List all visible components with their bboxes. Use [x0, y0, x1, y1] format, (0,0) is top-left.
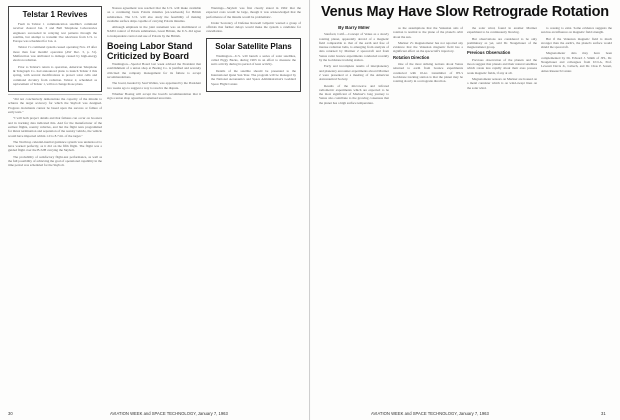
body-paragraph: Washington—Special Board last week advised the President that establishment of a union shop at Boeing Co. is justified and severely criticized the company management for its failure to accept recommendations.: [107, 62, 201, 79]
byline: By Barry Miller: [338, 26, 370, 30]
body-paragraph: as the assumptions that the Venusian axis of rotation is normal to the plane of the planet's orbit about the sun.: [393, 26, 463, 39]
body-paragraph: Nassau agreement was reached that the U.S. will make available on a continuing basis Polaris missiles (ex-warheads) for British submarines. The U.S. will also study the feasibility of making available surface ships capable of carrying Polaris missiles.: [107, 6, 201, 23]
body-paragraph: Whether Boeing will accept the board's recommendation that it sign a union shop agreement remained uncertain.: [107, 91, 201, 101]
body-paragraph: Early and incomplete results of interplanetary and planetary encounter experiments aboard Mariner 2 were presented at a meeting of the American Astronautical Society.: [319, 64, 389, 82]
solar-box-title: Solar Satellite Plans: [215, 41, 292, 51]
body-paragraph: Although emphasis in the joint statement was on multilateral or NATO control of Polaris submarines, Great Britain, the U.S. did agree to independent control and use of Polaris by the British.: [107, 25, 201, 38]
body-paragraph: Magnetometer data may have been complemented by Dr. Edward J. Smith of JPL, Dr. Neugebauer and colleagues from UCLA, Prof. Leverett Davis Jr., Caltech, and Dr. Chas P. Sonett, Ames Research Center.: [541, 51, 612, 73]
right-page: [311, 0, 620, 420]
left-column-2: [107, 6, 201, 398]
right-page-number: 31: [601, 411, 606, 416]
subhead-previous-observation: Previous Observation: [467, 50, 511, 56]
body-paragraph: The probability of satisfactory flight-test performance, as well as the full possibility of achieving the goal of operational capability in the time period was scheduled for the Skybolt.: [8, 154, 102, 168]
telstar-paragraph: Fault in Telstar 1 communication satellite's command receiver cleared Jan. 3 and Bell Telephone Laboratories engineers succeeded in relaying test patterns through the satellite, but attempt to transmit live television from U.S. to Europe was scheduled for Jan. 4.: [13, 22, 97, 44]
body-paragraph: Warnings—Skybolt was first clearly stated in 1962 that the expected costs would be large, though it was acknowledged that the performance of the missile would be problematic.: [206, 6, 301, 19]
body-paragraph: "I will both project details and that failures can occur on boosters and in tracking data indicated this. And for the manufacturer of the earliest flights, reentry vehicles, and but the flight tests programmed for thrust termination and separation of the reentry vehicle, the vehicle would have impacted within 1.0 to 8.7 mi. of the target.": [8, 116, 102, 138]
right-footer-publication: AVIATION WEEK and SPACE TECHNOLOGY, January 7, 1963: [371, 411, 489, 416]
body-paragraph: "did not conclusively demonstrate the capacity of the missile to achieve the target accuracy for which the Skybolt was designed. Progress documents cannot be based upon the success or failure of early tests.": [8, 97, 102, 115]
body-paragraph: to ceasing to exist. Some evidence suggests the sun has an influence on magnetic field strength.: [541, 26, 612, 35]
body-paragraph: The board, headed by Saul Wallen, was appointed by the President two weeks ago to suggest a way to resolve the dispute.: [107, 81, 201, 90]
right-column-4: [541, 26, 612, 398]
body-paragraph: Mariner 2's magnetometer has not reported any evidence that the Venusian magnetic field has a significant effect on the spacecraft's trajectory.: [393, 40, 463, 54]
telstar-sidebar: [8, 6, 102, 92]
telstar-sidebar-title: Telstar 1 Revives: [22, 10, 88, 19]
body-paragraph: But if the Venusian magnetic field is much stronger than the earth's, the planet's surface would shield the spacecraft.: [541, 36, 612, 50]
body-paragraph: the solar wind, found in another Mariner experiment to be continuously blowing.: [467, 26, 537, 35]
body-paragraph: Results of the microwave and infrared radiometric experiments which are expected to be the most significant of Mariner's long journey to Venus also contribute to the growing consensus that the planet has a high surface temperature.: [319, 83, 389, 105]
left-footer-publication: AVIATION WEEK and SPACE TECHNOLOGY, January 7, 1963: [110, 411, 228, 416]
left-page-number: 30: [8, 411, 13, 416]
body-paragraph: But observations are considered to be only preliminary as yet, said Dr. Neugebauer of the magnetometer group.: [467, 36, 537, 50]
telstar-paragraph: Telstar 1's command system ceased operating Nov. 23 after more than four months' operation (AW Dec. 3, p. 31). Malfunction was attributed to damage caused by high-energy electron radiation.: [13, 45, 97, 63]
boeing-headline: Boeing Labor Stand Criticized by Board: [107, 41, 193, 62]
body-paragraph: Previous observation of the planets and the moon suggest that planets and their natural satellites which rotate less rapidly about their axes possess weak magnetic fields, if any at all.: [467, 57, 537, 75]
body-paragraph: Under Secretary of Defense Roswell Gilpatric warned a group of officials that further delays would make the system a candidate for cancellation.: [206, 20, 301, 34]
right-column-1: [319, 26, 389, 398]
solar-paragraph: Washington—U.S. will launch a series of solar satellites, called Piggy Backs, during 1963 in an effort to measure the sun's activity during its period of least activity.: [211, 53, 296, 67]
left-column-3: [206, 6, 301, 398]
telstar-paragraph: Prior to Telstar's return to operation, American Telephone & Telegraph Co. had announced plans to launch Telstar 2 this spring, with several modifications to protect solar cells and command circuitry from radiation. Telstar 2, scheduled as replacement of Telstar 1, will not change those plans.: [13, 64, 97, 86]
solar-satellite-box: [206, 38, 301, 92]
body-paragraph: Stanford, Calif.—Concept of Venus as a slowly rotating planet, apparently devoid of a magnetic field comparable to that of the earth and free of intense radiation belts, is emerging from analysis of data returned by Mariner 2 spacecraft and from Venus radar bounce experiments conducted recently by the Goldstone tracking station.: [319, 32, 389, 63]
subhead-rotation-direction: Rotation Direction: [393, 54, 430, 60]
left-column-1: [8, 6, 102, 398]
body-paragraph: One of the most striking notions about Venus returned to earth from bounce experiments conducted with 10-kc. transmitter of JPL's Goldstone tracking station is that the planet may be rotating slowly in a retrograde direction.: [393, 62, 463, 84]
main-headline: Venus May Have Slow Retrograde Rotation: [321, 4, 609, 20]
right-column-2: [393, 26, 463, 398]
right-column-3: [467, 26, 537, 398]
solar-paragraph: Details of the satellite should be presented to the International Quiet Sun Year. The program will be managed by the National Aeronautics and Space Administration's Goddard Space Flight Center.: [211, 68, 296, 86]
body-paragraph: Magnetometer sensors on Mariner are housed on a metal cannister which is on wind-swept lines on the solar wind.: [467, 76, 537, 90]
body-paragraph: The Northrop celestial-inertial guidance system was understood to have worked perfectly, as it did on the fifth flight. The flight was a guided flight over the B-52H carrying the Skybolt.: [8, 139, 102, 153]
